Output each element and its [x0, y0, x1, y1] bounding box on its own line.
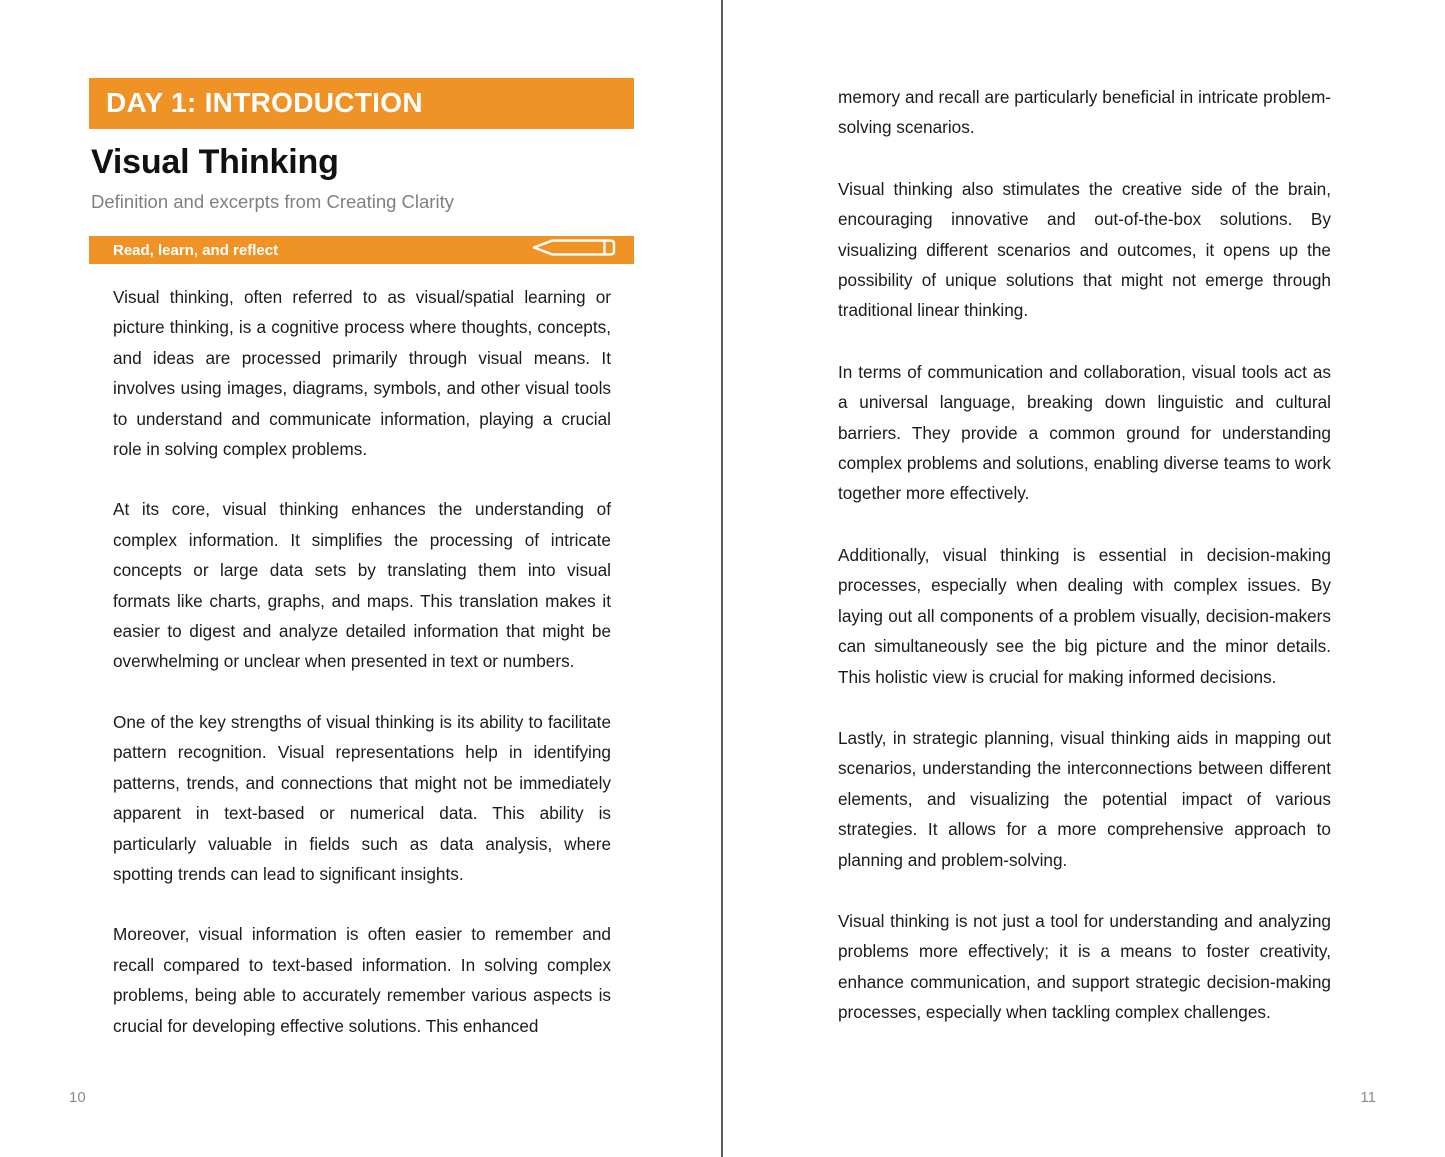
- left-page: [0, 0, 722, 1157]
- paragraph: Visual thinking is not just a tool for understanding and analyzing problems more effectively; it is a means to foster creativity, enhance communication, and support strategic decision-making processes, especially when tackling complex challenges.: [838, 910, 1331, 1023]
- paragraph: In terms of communication and collaboration, visual tools act as a universal language, breaking down linguistic and cultural barriers. They provide a common ground for understanding complex problems and solutions, enabling diverse teams to work together more effectively.: [838, 361, 1331, 504]
- right-page: [722, 0, 1445, 1157]
- book-spine-divider: [721, 0, 723, 1157]
- task-banner-label: Read, learn, and reflect: [113, 241, 279, 259]
- day-banner: DAY 1: INTRODUCTION: [89, 78, 634, 129]
- paragraph: One of the key strengths of visual thinking is its ability to facilitate pattern recognition. Visual representations help in identifying patterns, trends, and connections that might not be immediately apparent in text-based or numerical data. This ability is particularly valuable in fields such as data analysis, where spotting trends can lead to significant insights.: [113, 711, 611, 884]
- paragraph: Additionally, visual thinking is essential in decision-making processes, especially when dealing with complex issues. By laying out all components of a problem visually, decision-makers can simultaneously see the big picture and the minor details. This holistic view is crucial for making informed decisions.: [838, 544, 1331, 687]
- page-subtitle: Definition and excerpts from Creating Clarity: [91, 191, 454, 212]
- pencil-icon: [528, 238, 620, 262]
- task-banner: [89, 236, 634, 264]
- paragraph: At its core, visual thinking enhances the understanding of complex information. It simplifies the processing of intricate concepts or large data sets by translating them into visual formats like charts, graphs, and maps. This translation makes it easier to digest and analyze detailed information that might be overwhelming or unclear when presented in text or numbers.: [113, 499, 611, 672]
- page-title: Visual Thinking: [91, 143, 339, 181]
- paragraph: Moreover, visual information is often easier to remember and recall compared to text-based information. In solving complex problems, being able to accurately remember various aspects is crucial for developing effective solutions. This enhanced: [113, 924, 611, 1036]
- paragraph: Visual thinking also stimulates the creative side of the brain, encouraging innovative and out-of-the-box solutions. By visualizing different scenarios and outcomes, it opens up the possibility of unique solutions that might not emerge through traditional linear thinking.: [838, 178, 1331, 321]
- page-number-left: 10: [69, 1089, 86, 1106]
- left-page-header-block: [89, 78, 634, 1041]
- page-number-right: 11: [1360, 1089, 1376, 1106]
- paragraph: Visual thinking, often referred to as visual/spatial learning or picture thinking, is a cognitive process where thoughts, concepts, and ideas are processed primarily through visual means. It involves using images, diagrams, symbols, and other visual tools to understand and communicate information, playing a crucial role in solving complex problems.: [113, 287, 611, 460]
- paragraph: Lastly, in strategic planning, visual thinking aids in mapping out scenarios, understanding the interconnections between different elements, and visualizing the potential impact of various strategies. It allows for a more comprehensive approach to planning and problem-solving.: [838, 727, 1331, 870]
- left-page-body: [113, 282, 611, 1041]
- paragraph: memory and recall are particularly beneficial in intricate problem-solving scenarios.: [838, 87, 1331, 138]
- right-page-body: [838, 82, 1331, 1028]
